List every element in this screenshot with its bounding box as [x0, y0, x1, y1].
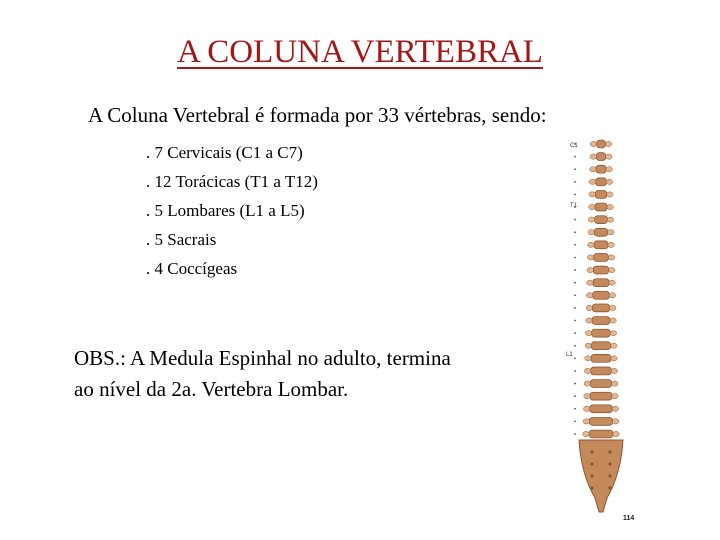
- sacrum: [579, 440, 623, 512]
- vertebra: [597, 140, 606, 148]
- vertebra-process: [612, 406, 618, 411]
- vertebra-process: [585, 343, 591, 348]
- vertebra-process: [588, 242, 594, 247]
- vertebra-process: [606, 179, 612, 184]
- vertebra: [589, 430, 613, 438]
- sacral-foramen: [590, 474, 593, 477]
- vertebra: [590, 405, 613, 413]
- slide-title: A COLUNA VERTEBRAL: [177, 34, 543, 70]
- vertebra-marker: [574, 420, 576, 422]
- vertebra-process: [586, 305, 592, 310]
- list-item-sacrais: . 5 Sacrais: [146, 230, 217, 249]
- sacral-foramen: [608, 450, 611, 453]
- vertebra-process: [589, 204, 595, 209]
- spine-label-c1: C1: [570, 143, 578, 149]
- vertebra: [595, 191, 607, 199]
- vertebra-process: [606, 167, 612, 172]
- vertebra-process: [587, 280, 593, 285]
- spine-sacrum: [579, 440, 623, 512]
- vertebra-process: [590, 167, 596, 172]
- spine-page-number: 114: [623, 515, 635, 522]
- vertebra-process: [590, 154, 596, 159]
- spine-label-l1: L1: [566, 352, 573, 358]
- observation-line-1: OBS.: A Medula Espinhal no adulto, termina: [74, 346, 451, 370]
- vertebra-process: [608, 242, 614, 247]
- vertebra: [594, 254, 609, 262]
- vertebra-process: [608, 255, 614, 260]
- vertebra-process: [587, 267, 593, 272]
- sacral-foramen: [608, 486, 611, 489]
- vertebra: [590, 392, 612, 400]
- sacral-foramen: [590, 450, 593, 453]
- vertebra-process: [610, 331, 616, 336]
- vertebra: [596, 178, 607, 186]
- vertebra-process: [607, 192, 613, 197]
- observation-note: [74, 343, 451, 405]
- vertebra-process: [588, 230, 594, 235]
- vertebra-marker: [574, 181, 576, 183]
- vertebra-process: [609, 280, 615, 285]
- vertebra: [591, 342, 610, 350]
- vertebra-process: [583, 406, 589, 411]
- vertebra-marker: [574, 332, 576, 334]
- vertebra-process: [613, 431, 619, 436]
- vertebra-process: [611, 356, 617, 361]
- vertebra: [593, 279, 609, 287]
- vertebra-process: [587, 255, 593, 260]
- vertebra-process: [611, 381, 617, 386]
- sacral-foramen: [590, 486, 593, 489]
- vertebra: [592, 317, 610, 325]
- vertebra: [595, 203, 607, 211]
- vertebra-marker: [574, 257, 576, 259]
- vertebrae-list: [146, 138, 318, 283]
- vertebra-marker: [574, 408, 576, 410]
- vertebra-process: [585, 356, 591, 361]
- vertebra: [589, 417, 612, 425]
- sacral-foramen: [590, 462, 593, 465]
- vertebra-marker: [574, 370, 576, 372]
- vertebra-marker: [574, 383, 576, 385]
- vertebra-process: [584, 394, 590, 399]
- vertebra-process: [606, 154, 612, 159]
- vertebra-process: [585, 331, 591, 336]
- vertebra: [590, 380, 611, 388]
- vertebra-process: [612, 394, 618, 399]
- vertebra-process: [607, 204, 613, 209]
- vertebra-process: [608, 230, 614, 235]
- sacral-foramen: [608, 462, 611, 465]
- vertebra-process: [610, 305, 616, 310]
- vertebra-marker: [574, 156, 576, 158]
- vertebra-process: [588, 217, 594, 222]
- vertebra: [592, 329, 611, 337]
- spine-illustration: [553, 134, 643, 526]
- vertebra: [596, 153, 606, 161]
- vertebra: [591, 354, 611, 362]
- vertebra-process: [589, 179, 595, 184]
- vertebra-process: [584, 381, 590, 386]
- vertebra-process: [611, 368, 617, 373]
- vertebra: [594, 228, 608, 236]
- vertebra-marker: [574, 395, 576, 397]
- vertebra-marker: [574, 219, 576, 221]
- vertebra-process: [583, 431, 589, 436]
- vertebra-process: [590, 141, 596, 146]
- observation-line-2: ao nível da 2a. Vertebra Lombar.: [74, 377, 349, 401]
- vertebra-process: [612, 419, 618, 424]
- vertebra-marker: [574, 433, 576, 435]
- vertebra-process: [611, 343, 617, 348]
- list-item-coccigeas: . 4 Coccígeas: [146, 259, 238, 278]
- sacral-foramen: [608, 474, 611, 477]
- vertebra-process: [609, 293, 615, 298]
- vertebra-marker: [574, 357, 576, 359]
- vertebra: [596, 165, 606, 173]
- vertebra-process: [589, 192, 595, 197]
- vertebra-process: [610, 318, 616, 323]
- vertebra-process: [605, 141, 611, 146]
- list-item-lombares: . 5 Lombares (L1 a L5): [146, 201, 305, 220]
- vertebra-marker: [574, 269, 576, 271]
- vertebra-marker: [574, 231, 576, 233]
- vertebra-marker: [574, 294, 576, 296]
- vertebra-process: [584, 368, 590, 373]
- list-item-toracicas: . 12 Torácicas (T1 a T12): [146, 172, 318, 191]
- vertebra-marker: [574, 194, 576, 196]
- vertebra-marker: [574, 244, 576, 246]
- vertebra: [594, 241, 608, 249]
- vertebra: [592, 304, 609, 312]
- spine-label-t1: T1: [570, 203, 578, 209]
- vertebra-process: [607, 217, 613, 222]
- vertebra-process: [609, 267, 615, 272]
- intro-text: A Coluna Vertebral é formada por 33 vértebras, sendo:: [88, 103, 547, 127]
- spine-vertebrae: [574, 140, 619, 438]
- list-item-cervicais: . 7 Cervicais (C1 a C7): [146, 143, 303, 162]
- vertebra-process: [586, 293, 592, 298]
- vertebra-marker: [574, 282, 576, 284]
- vertebra-marker: [574, 307, 576, 309]
- vertebra-marker: [574, 345, 576, 347]
- vertebra-process: [586, 318, 592, 323]
- vertebra: [593, 291, 610, 299]
- vertebra-marker: [574, 320, 576, 322]
- vertebra: [595, 216, 608, 224]
- vertebra: [591, 367, 612, 375]
- vertebra-process: [583, 419, 589, 424]
- vertebra-marker: [574, 168, 576, 170]
- vertebra: [593, 266, 609, 274]
